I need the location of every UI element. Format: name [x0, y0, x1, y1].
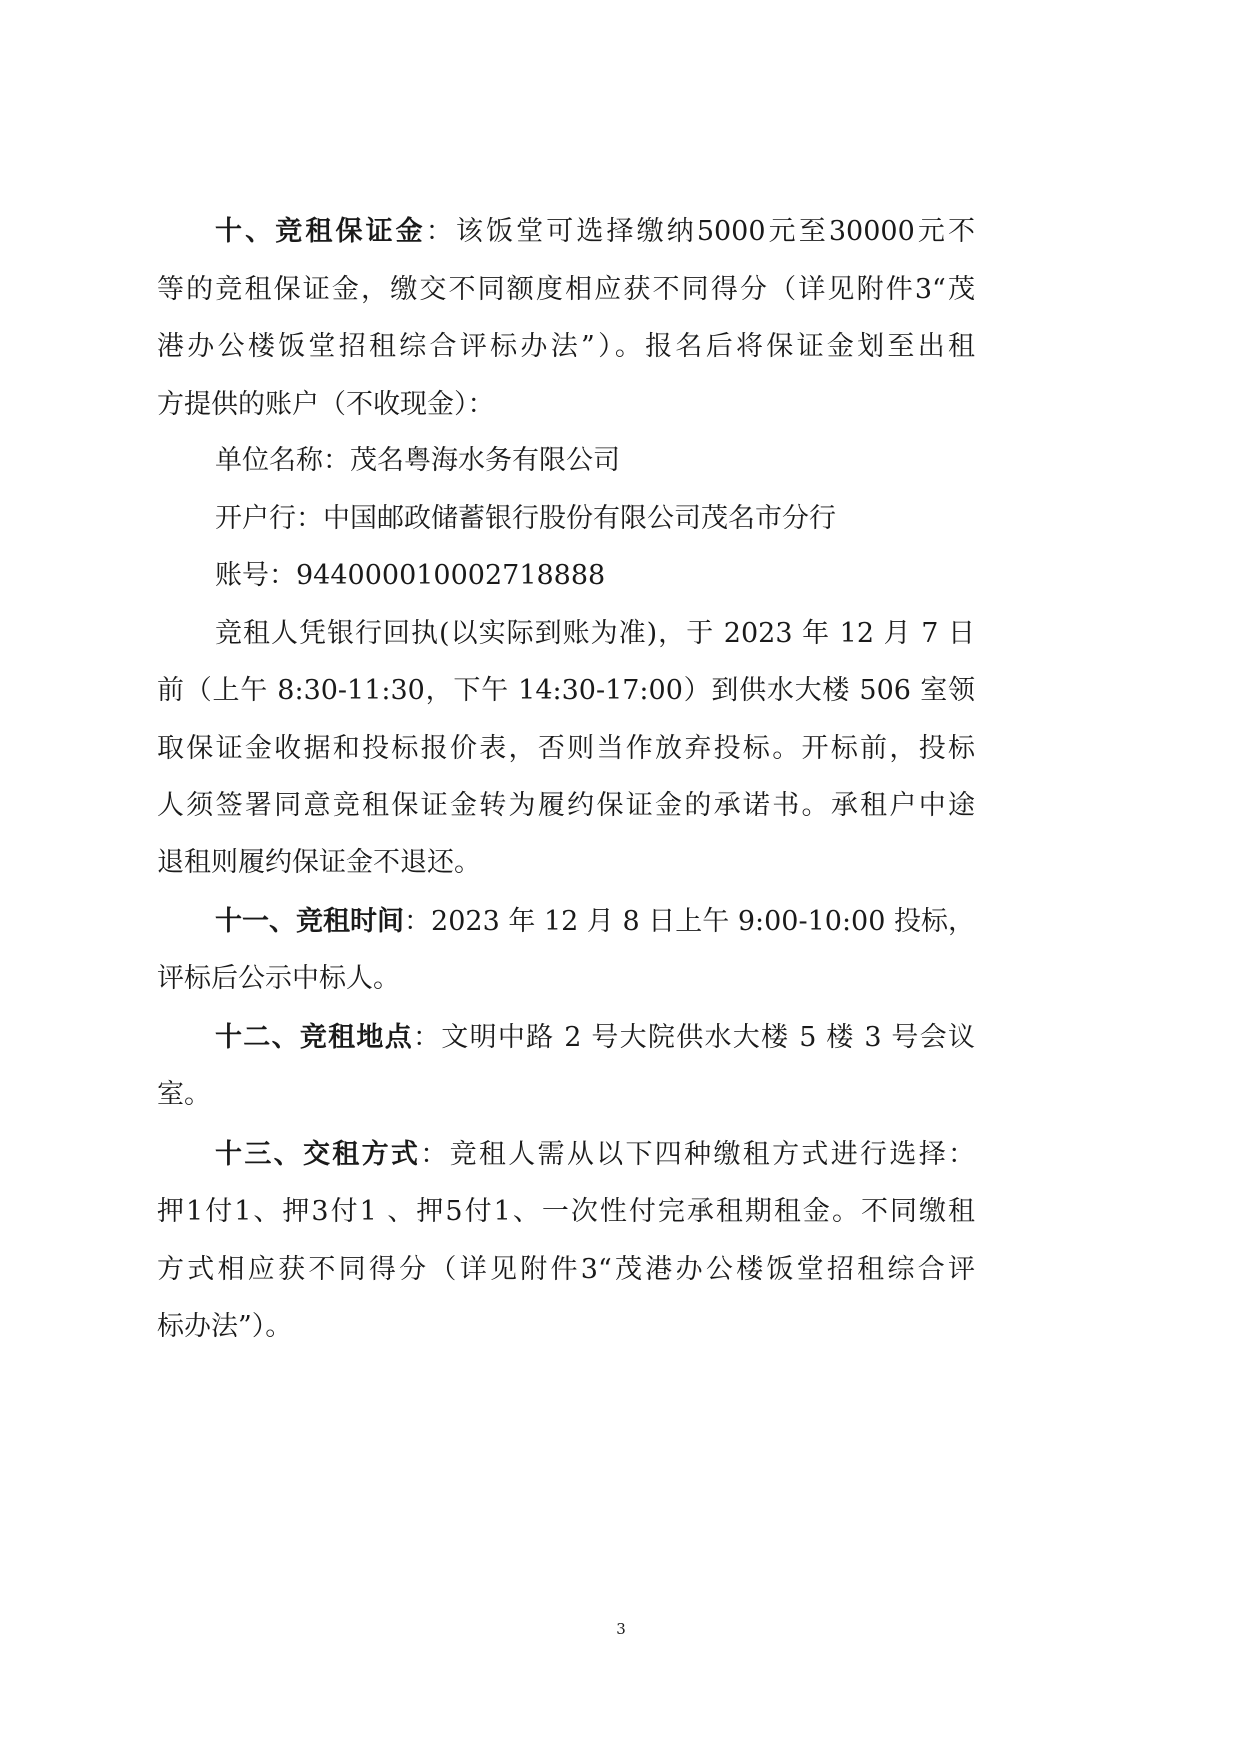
section-heading: 十一、竞租时间 — [215, 906, 405, 937]
page-number: 3 — [616, 1620, 626, 1638]
paragraph-line: 取保证金收据和投标报价表，否则当作放弃投标。开标前，投标 — [157, 733, 975, 764]
paragraph-line: 室。 — [157, 1079, 211, 1110]
section-heading: 十二、竞租地点 — [215, 1022, 413, 1053]
paragraph-line: 人须签署同意竞租保证金转为履约保证金的承诺书。承租户中途 — [157, 790, 975, 821]
section-12-heading-line — [215, 1021, 975, 1055]
paragraph-line: 方提供的账户（不收现金）： — [157, 389, 495, 420]
paragraph-text: ：该饭堂可选择缴纳5000元至30000元不 — [425, 216, 975, 247]
paragraph-line: 押1付1、押3付1 、押5付1、一次性付完承租期租金。不同缴租 — [157, 1196, 975, 1227]
paragraph-line: 退租则履约保证金不退还。 — [157, 847, 481, 878]
paragraph-text: ：2023 年 12 月 8 日上午 9:00-10:00 投标， — [404, 906, 976, 937]
paragraph-text: ：竞租人需从以下四种缴租方式进行选择： — [420, 1139, 976, 1170]
paragraph-text: ：文明中路 2 号大院供水大楼 5 楼 3 号会议 — [413, 1022, 976, 1053]
account-number-line: 账号：944000010002718888 — [215, 560, 606, 591]
paragraph-line: 评标后公示中标人。 — [157, 963, 400, 994]
account-name-line: 单位名称：茂名粤海水务有限公司 — [215, 445, 620, 476]
section-heading: 十三、交租方式 — [215, 1139, 421, 1170]
paragraph-line: 港办公楼饭堂招租综合评标办法”）。报名后将保证金划至出租 — [157, 331, 975, 362]
paragraph-line: 前（上午 8:30-11:30，下午 14:30-17:00）到供水大楼 506 室领 — [157, 675, 975, 706]
bank-line: 开户行：中国邮政储蓄银行股份有限公司茂名市分行 — [215, 503, 836, 534]
paragraph-line: 标办法”）。 — [157, 1311, 293, 1342]
section-10-heading-line — [215, 215, 975, 249]
paragraph-line: 竞租人凭银行回执(以实际到账为准)，于 2023 年 12 月 7 日 — [215, 618, 975, 649]
section-13-heading-line — [215, 1138, 975, 1172]
section-11-heading-line — [215, 905, 975, 939]
paragraph-line: 方式相应获不同得分（详见附件3“茂港办公楼饭堂招租综合评 — [157, 1254, 975, 1285]
section-heading: 十、竞租保证金 — [215, 216, 426, 247]
paragraph-line: 等的竞租保证金，缴交不同额度相应获不同得分（详见附件3“茂 — [157, 274, 975, 305]
